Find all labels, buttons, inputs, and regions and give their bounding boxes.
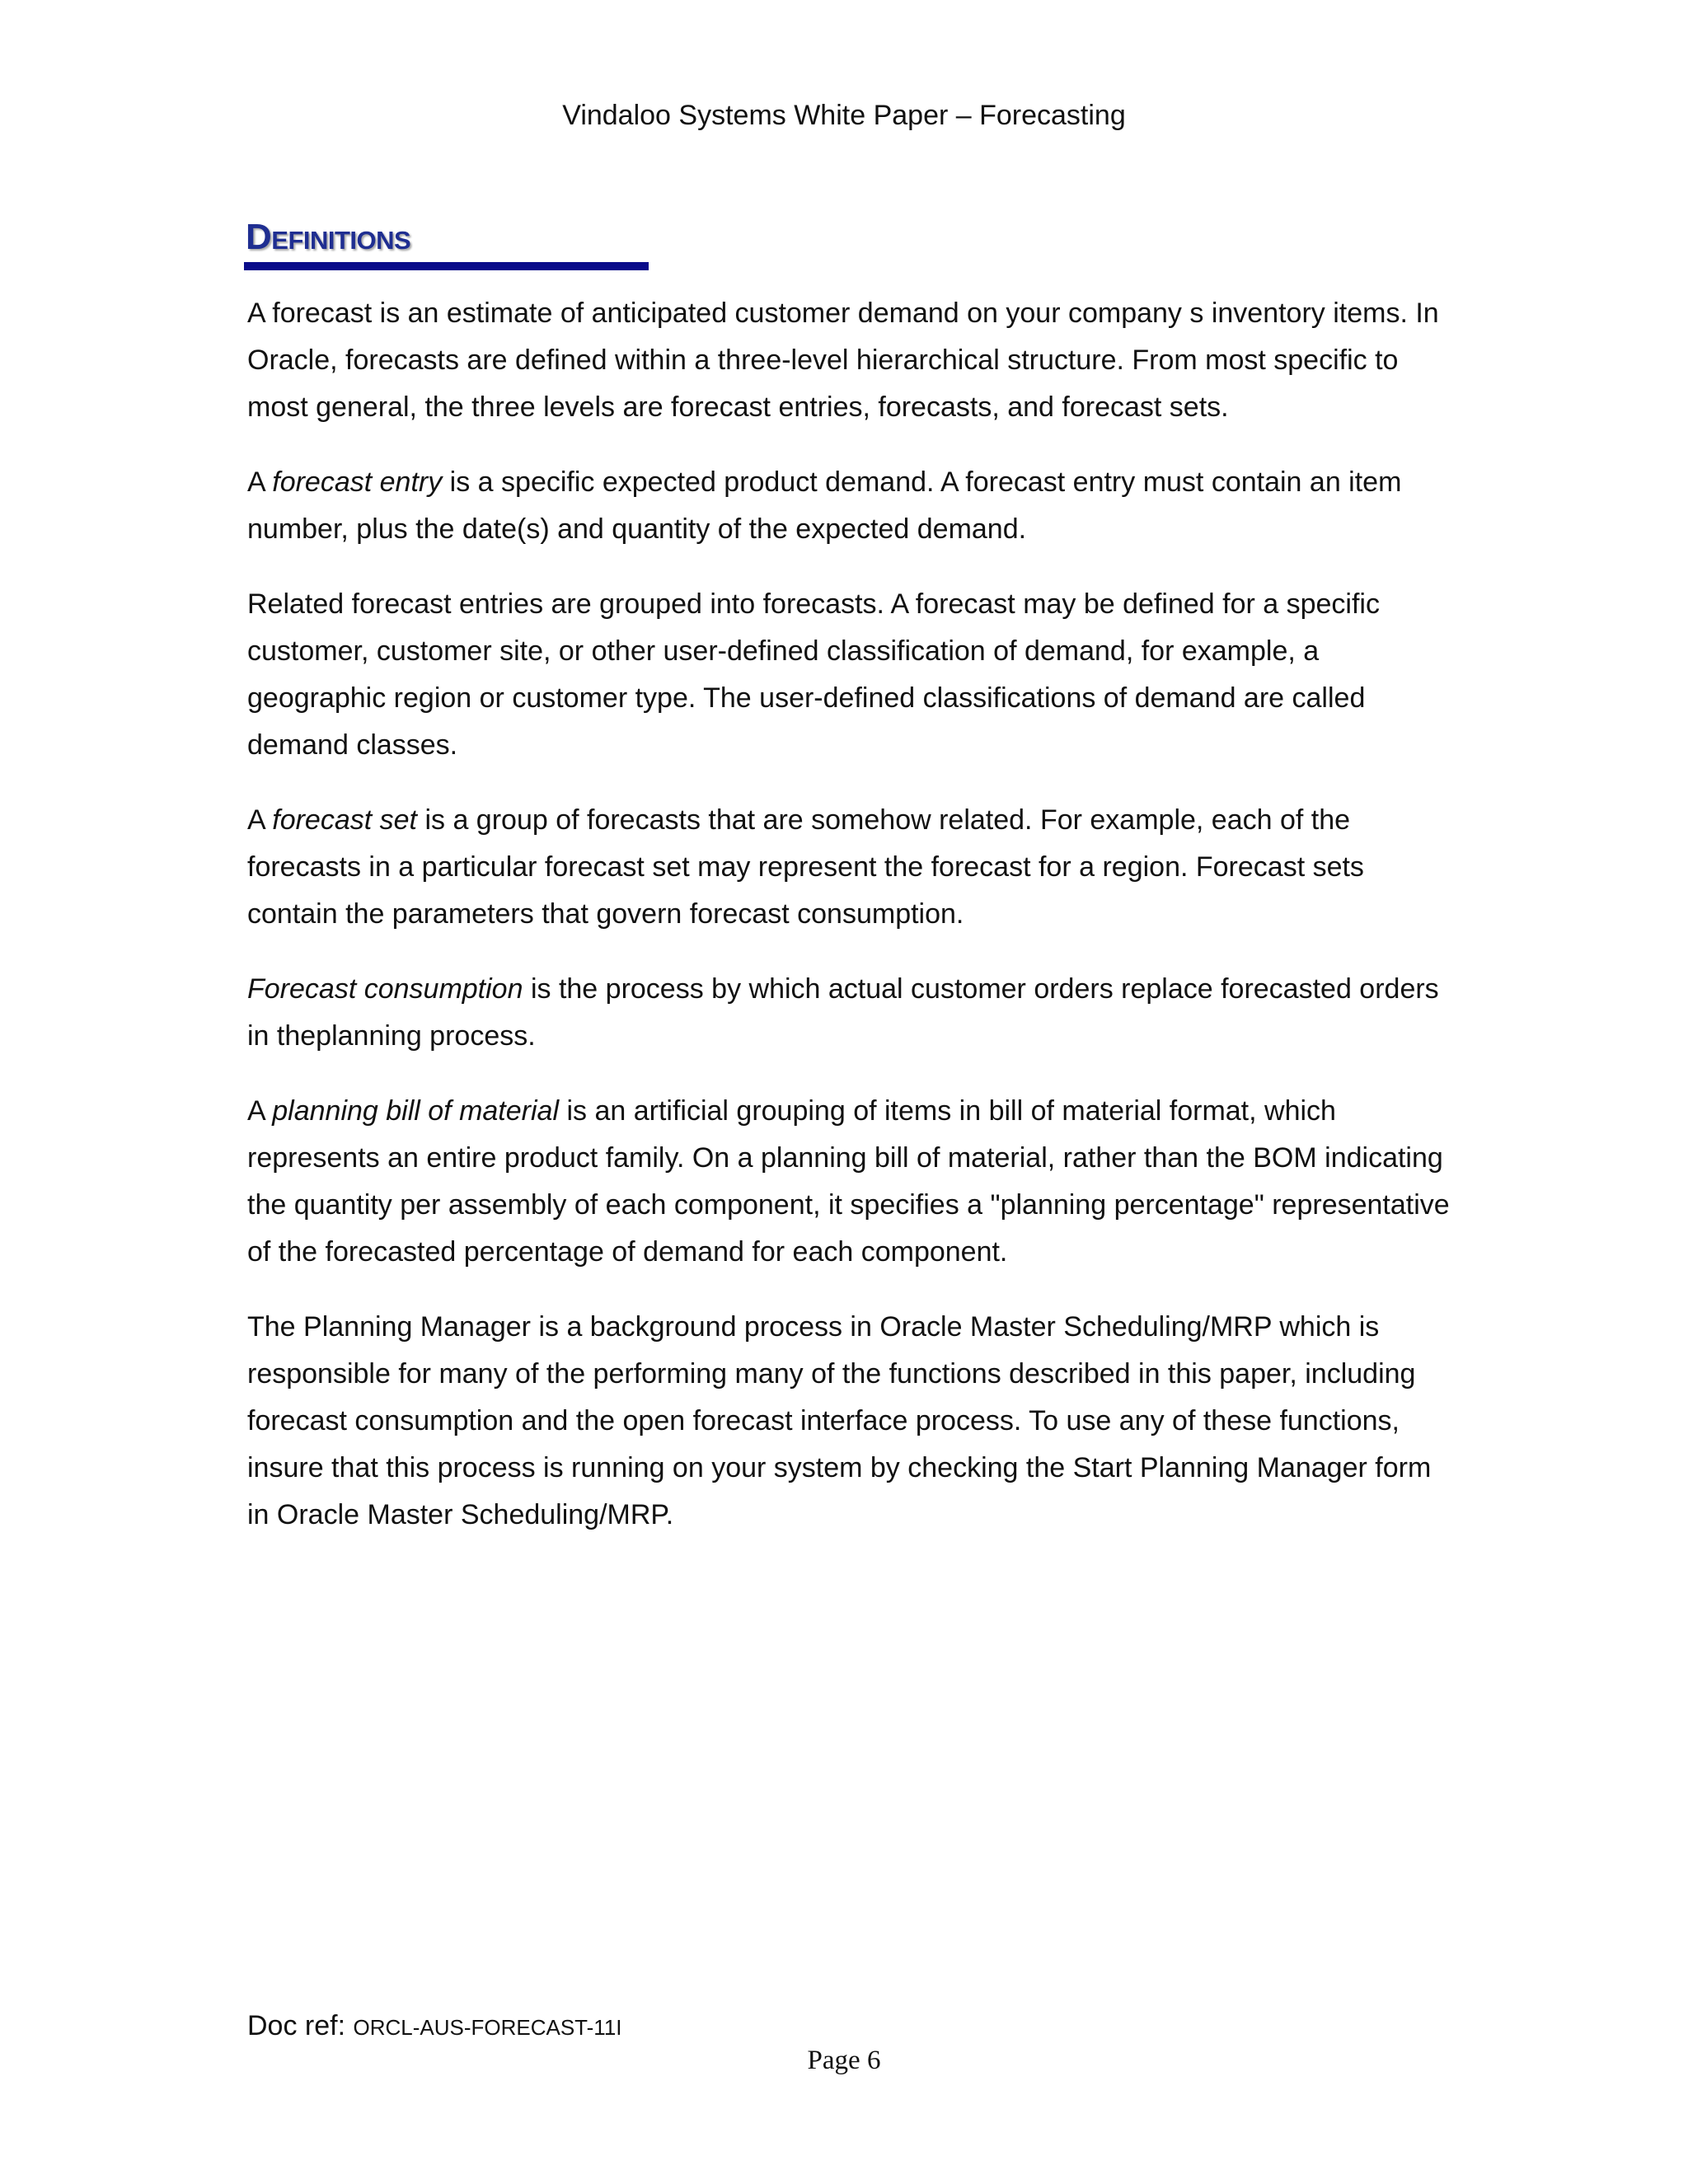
- text-line: contain the parameters that govern forecast consumption.: [247, 898, 964, 930]
- text-line: most general, the three levels are forecast entries, forecasts, and forecast sets.: [247, 391, 1229, 423]
- text-run: A: [247, 804, 273, 836]
- paragraph-forecast-entry: [247, 459, 1451, 553]
- text-line: [247, 966, 1451, 1013]
- defined-term: forecast set: [272, 804, 417, 836]
- defined-term: forecast entry: [272, 466, 443, 498]
- text-line: in Oracle Master Scheduling/MRP.: [247, 1499, 674, 1530]
- paragraph-planning-manager: [247, 1304, 1451, 1539]
- body-text: [247, 290, 1451, 1567]
- doc-reference: [247, 2008, 622, 2046]
- doc-ref-label: Doc ref:: [247, 2010, 354, 2041]
- text-run: is an artificial grouping of items in bill of material format, which: [559, 1095, 1336, 1127]
- paragraph-forecasts: [247, 581, 1451, 769]
- text-run: is a specific expected product demand. A forecast entry must contain an item: [442, 466, 1402, 498]
- text-line: The Planning Manager is a background process in Oracle Master Scheduling/MRP which is: [247, 1311, 1380, 1343]
- paragraph-forecast-consumption: [247, 966, 1451, 1060]
- text-run: A: [247, 466, 273, 498]
- text-line: of the forecasted percentage of demand for each component.: [247, 1236, 1008, 1268]
- text-run: is a group of forecasts that are somehow related. For example, each of the: [417, 804, 1351, 836]
- text-line: number, plus the date(s) and quantity of the expected demand.: [247, 513, 1027, 545]
- section-title: Definitions: [246, 217, 411, 257]
- paragraph-planning-bom: [247, 1088, 1451, 1276]
- page-header: Vindaloo Systems White Paper – Forecasting: [562, 100, 1126, 131]
- text-line: the quantity per assembly of each component, it specifies a "planning percentage" representative: [247, 1189, 1450, 1221]
- text-run: is the process by which actual customer orders replace forecasted orders: [523, 973, 1439, 1005]
- text-line: Related forecast entries are grouped into forecasts. A forecast may be defined for a specific: [247, 588, 1380, 620]
- text-line: geographic region or customer type. The user-defined classifications of demand are called: [247, 682, 1366, 714]
- page-number: Page 6: [807, 2046, 881, 2075]
- defined-term: Forecast consumption: [247, 973, 523, 1005]
- text-line: [247, 797, 1451, 844]
- text-line: in theplanning process.: [247, 1020, 536, 1052]
- text-line: represents an entire product family. On a planning bill of material, rather than the BOM indicating: [247, 1142, 1443, 1174]
- text-run: A: [247, 1095, 273, 1127]
- paragraph-forecast-set: [247, 797, 1451, 938]
- text-line: A forecast is an estimate of anticipated customer demand on your company s inventory items. In: [247, 298, 1439, 329]
- defined-term: planning bill of material: [272, 1095, 560, 1127]
- title-underline: [244, 262, 649, 270]
- text-line: responsible for many of the performing many of the functions described in this paper, including: [247, 1358, 1416, 1390]
- paragraph-forecast-intro: [247, 290, 1451, 431]
- text-line: Oracle, forecasts are defined within a three-level hierarchical structure. From most specific to: [247, 344, 1399, 376]
- text-line: insure that this process is running on your system by checking the Start Planning Manager form: [247, 1452, 1432, 1483]
- doc-ref-code: ORCL-AUS-FORECAST-11I: [353, 2015, 622, 2040]
- text-line: forecast consumption and the open forecast interface process. To use any of these functions,: [247, 1405, 1400, 1436]
- text-line: customer, customer site, or other user-defined classification of demand, for example, a: [247, 635, 1320, 667]
- text-line: forecasts in a particular forecast set may represent the forecast for a region. Forecast sets: [247, 851, 1364, 883]
- text-line: demand classes.: [247, 729, 458, 761]
- text-line: [247, 459, 1451, 506]
- text-line: [247, 1088, 1451, 1135]
